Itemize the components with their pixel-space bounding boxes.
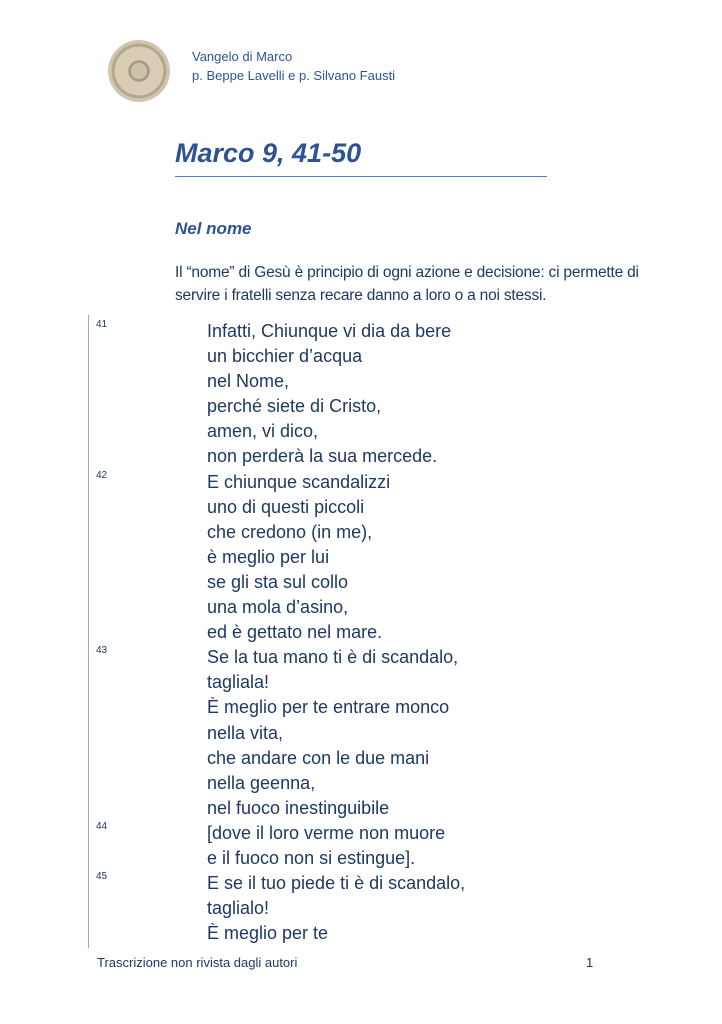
verse-line [0, 595, 722, 620]
verse-text: È meglio per te [207, 923, 329, 944]
section-subtitle: Nel nome [175, 219, 252, 238]
verse-text: tagliala! [207, 672, 270, 693]
verse-text: è meglio per lui [207, 546, 330, 567]
content-flow [0, 262, 722, 946]
verse-text: non perderà la sua mercede. [207, 446, 438, 467]
verse-line [0, 746, 722, 771]
verse-line [0, 394, 722, 419]
verse-text: nella vita, [207, 722, 284, 743]
verse-text: che andare con le due mani [207, 747, 430, 768]
verse-line [0, 419, 722, 444]
verse-line [0, 645, 722, 670]
verse-line [0, 545, 722, 570]
verse-text: e il fuoco non si estingue]. [207, 847, 416, 868]
verse-line [0, 570, 722, 595]
verse-text: nella geenna, [207, 772, 316, 793]
title-divider [175, 176, 547, 177]
page-title: Marco 9, 41-50 [175, 138, 362, 168]
verse-text: un bicchier d’acqua [207, 346, 363, 367]
verse-line [0, 896, 722, 921]
verse-line [0, 670, 722, 695]
verse-text: nel fuoco inestinguibile [207, 797, 390, 818]
verse-line [0, 369, 722, 394]
verse-line [0, 821, 722, 846]
verse-line [0, 520, 722, 545]
verse-number: 45 [96, 871, 108, 883]
intro-paragraph: Il “nome” di Gesù è principio di ogni azione e decisione: ci permette di servire i fratelli senza recare danno a loro o a noi stessi. [175, 264, 639, 304]
verse-line [0, 771, 722, 796]
verse-text: E chiunque scandalizzi [207, 471, 391, 492]
verse-number: 44 [96, 820, 108, 832]
verse-text: taglialo! [207, 898, 270, 919]
verse-line [0, 921, 722, 946]
verse-text: [dove il loro verme non muore [207, 822, 446, 843]
verse-list [0, 319, 722, 946]
header-authors: p. Beppe Lavelli e p. Silvano Fausti [192, 68, 396, 83]
page-number: 1 [586, 955, 594, 970]
verse-text: È meglio per te entrare monco [207, 697, 450, 718]
seal-logo [108, 40, 170, 102]
verse-line [0, 846, 722, 871]
verse-number: 42 [96, 469, 108, 481]
verse-number: 41 [96, 319, 108, 330]
footer-note: Trascrizione non rivista dagli autori [97, 955, 298, 970]
verse-line [0, 796, 722, 821]
verse-number: 43 [96, 645, 108, 657]
verse-text: uno di questi piccoli [207, 496, 365, 517]
header-title: Vangelo di Marco [192, 49, 293, 64]
verse-text: amen, vi dico, [207, 421, 319, 442]
verse-line [0, 871, 722, 896]
document-header [192, 47, 395, 85]
verse-text: E se il tuo piede ti è di scandalo, [207, 873, 466, 894]
verse-line [0, 444, 722, 469]
verse-line [0, 721, 722, 746]
verse-text: una mola d’asino, [207, 597, 349, 618]
verse-text: nel Nome, [207, 371, 290, 392]
verse-text: che credono (in me), [207, 521, 373, 542]
verse-text: ed è gettato nel mare. [207, 622, 383, 643]
verse-line [0, 319, 722, 344]
verse-text: Se la tua mano ti è di scandalo, [207, 647, 459, 668]
verse-line [0, 695, 722, 720]
verse-line [0, 344, 722, 369]
verse-line [0, 620, 722, 645]
verse-line [0, 470, 722, 495]
verse-text: Infatti, Chiunque vi dia da bere [207, 321, 452, 341]
verse-text: perché siete di Cristo, [207, 396, 382, 417]
verse-text: se gli sta sul collo [207, 571, 349, 592]
verse-line [0, 495, 722, 520]
